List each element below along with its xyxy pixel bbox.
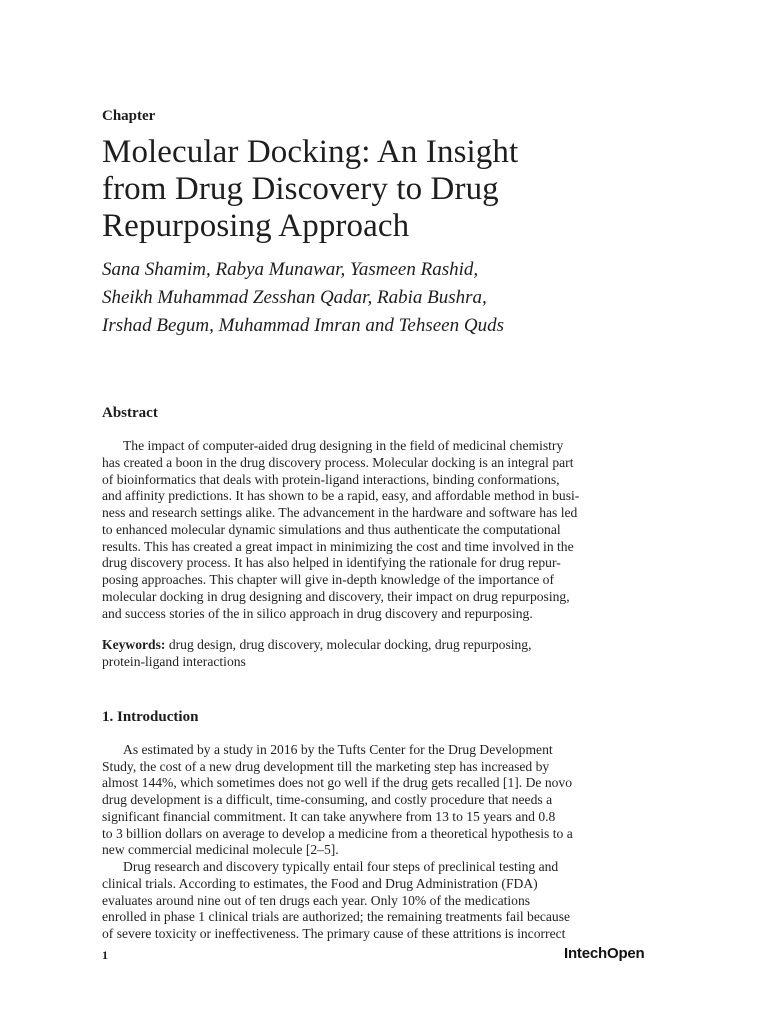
introduction-line: Study, the cost of a new drug development till the marketing step has increased by	[102, 758, 550, 774]
abstract-line: results. This has created a great impact in minimizing the cost and time involved in the	[102, 538, 574, 554]
introduction-line: enrolled in phase 1 clinical trials are authorized; the remaining treatments fail because	[102, 909, 571, 925]
abstract-paragraph	[102, 438, 654, 622]
keywords-line: protein-ligand interactions	[102, 654, 246, 669]
author-line: Sheikh Muhammad Zesshan Qadar, Rabia Bushra,	[102, 287, 487, 308]
page-content	[102, 107, 654, 943]
author-line: Sana Shamim, Rabya Munawar, Yasmeen Rashid,	[102, 259, 479, 280]
abstract-line: of bioinformatics that deals with protein-ligand interactions, binding conformations,	[102, 471, 560, 487]
abstract-line: and affinity predictions. It has shown to be a rapid, easy, and affordable method in busi-	[102, 488, 580, 504]
abstract-line: The impact of computer-aided drug designing in the field of medicinal chemistry	[123, 438, 564, 453]
abstract-line: ness and research settings alike. The advancement in the hardware and software has led	[102, 505, 578, 520]
introduction-line: clinical trials. According to estimates, the Food and Drug Administration (FDA)	[102, 875, 538, 891]
introduction-line: new commercial medicinal molecule [2–5].	[102, 842, 339, 858]
chapter-title-line: from Drug Discovery to Drug	[102, 171, 499, 207]
keywords-list: drug design, drug discovery, molecular docking, drug repurposing,	[165, 637, 532, 653]
introduction-line: As estimated by a study in 2016 by the Tufts Center for the Drug Development	[123, 741, 553, 757]
introduction-line: Drug research and discovery typically entail four steps of preclinical testing and	[123, 859, 559, 874]
chapter-title-line: Molecular Docking: An Insight	[102, 134, 519, 170]
chapter-label: Chapter	[102, 108, 156, 124]
introduction-line: to 3 billion dollars on average to develop a medicine from a theoretical hypothesis to a	[102, 825, 573, 841]
abstract-heading: Abstract	[102, 405, 158, 421]
abstract-line: to enhanced molecular dynamic simulations and thus authenticate the computational	[102, 521, 561, 537]
author-line: Irshad Begum, Muhammad Imran and Tehseen Quds	[102, 315, 504, 336]
introduction-line: evaluates around nine out of ten drugs each year. Only 10% of the medications	[102, 892, 531, 908]
author-list	[102, 256, 654, 340]
chapter-title-line: Repurposing Approach	[102, 208, 410, 244]
introduction-line: drug development is a difficult, time-consuming, and costly procedure that needs a	[102, 792, 553, 807]
chapter-title	[102, 134, 654, 245]
introduction-line: significant financial commitment. It can take anywhere from 13 to 15 years and 0.8	[102, 808, 556, 824]
keywords-block	[102, 637, 654, 671]
introduction-line: of severe toxicity or ineffectiveness. The primary cause of these attritions is incorrect	[102, 926, 566, 941]
abstract-line: has created a boon in the drug discovery process. Molecular docking is an integral part	[102, 454, 574, 470]
introduction-line: almost 144%, which sometimes does not go well if the drug gets recalled [1]. De novo	[102, 775, 573, 791]
keywords-label: Keywords:	[102, 637, 166, 653]
page-number: 1	[102, 948, 108, 962]
abstract-line: drug discovery process. It has also helped in identifying the rationale for drug repur-	[102, 555, 561, 571]
abstract-line: posing approaches. This chapter will give in-depth knowledge of the importance of	[102, 572, 554, 587]
abstract-line: molecular docking in drug designing and discovery, their impact on drug repurposing,	[102, 588, 570, 604]
introduction-heading: 1. Introduction	[102, 708, 199, 725]
introduction-body	[102, 742, 654, 943]
abstract-line: and success stories of the in silico approach in drug discovery and repurposing.	[102, 605, 533, 621]
publisher-logo: IntechOpen	[564, 945, 645, 962]
keywords-line	[102, 637, 654, 654]
